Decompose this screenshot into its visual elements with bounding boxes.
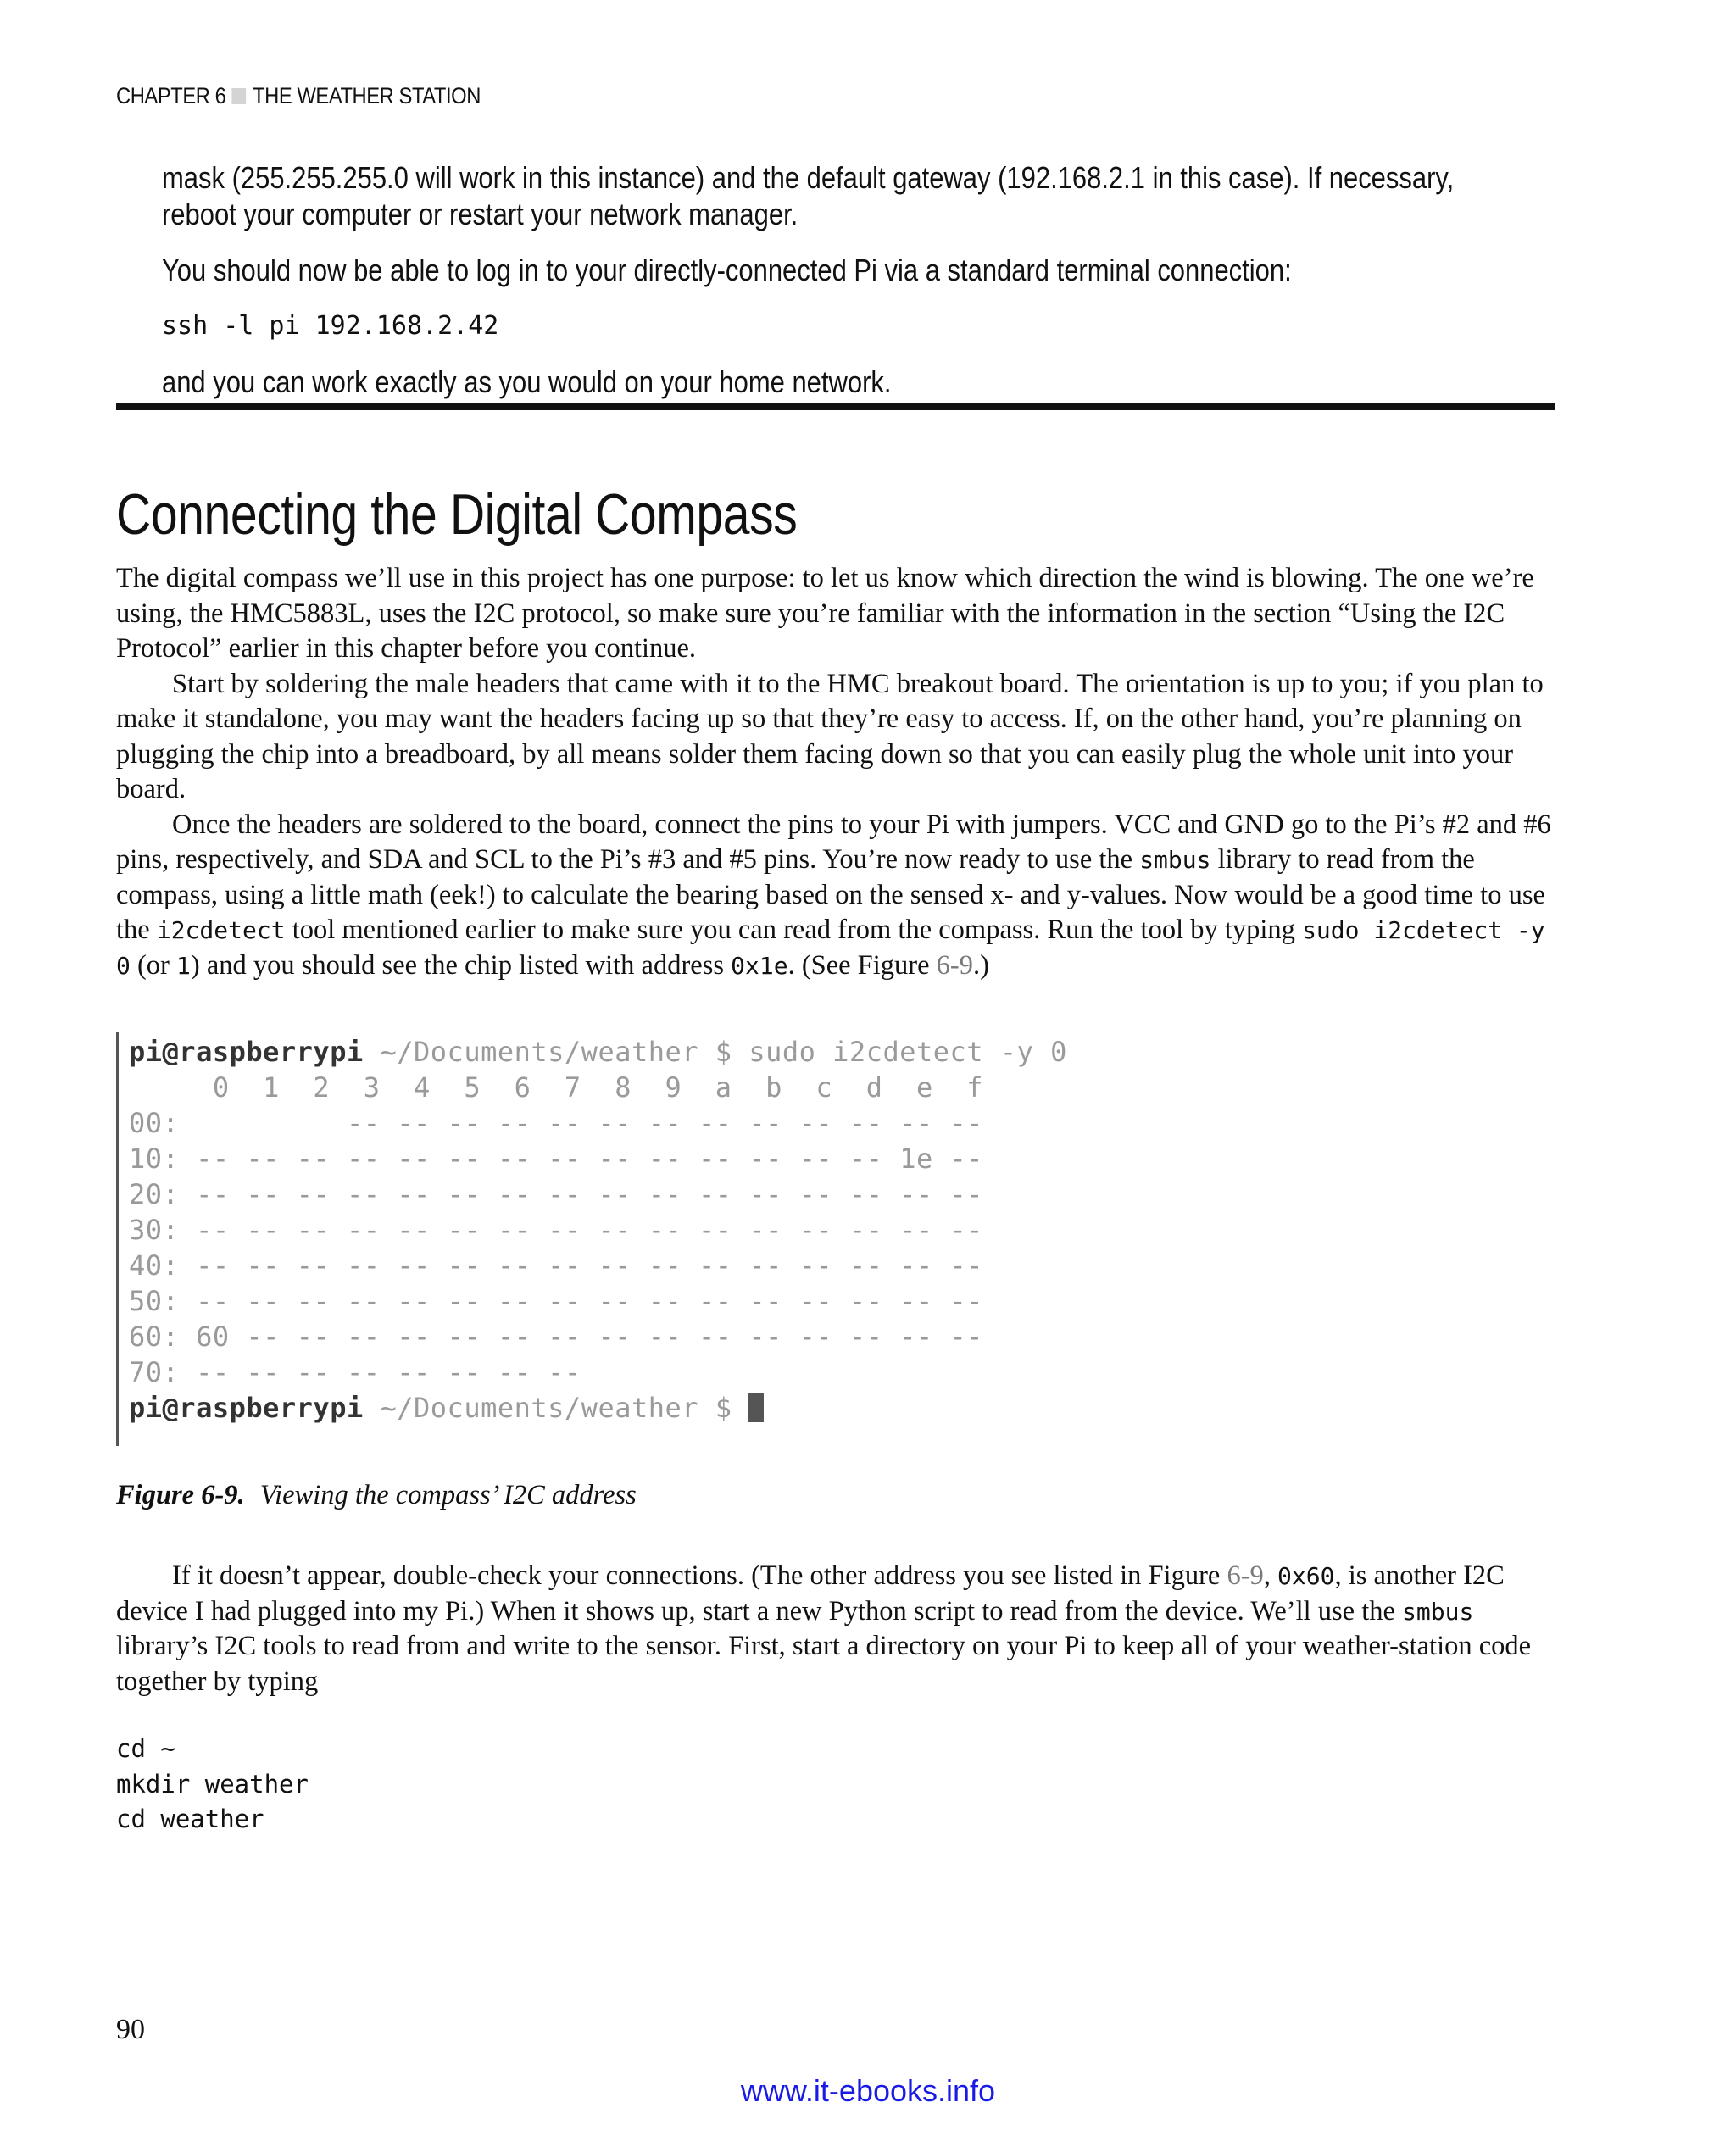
page-number: 90 [116, 2014, 145, 2045]
note-line-3: You should now be able to log in to your directly-connected Pi via a standard terminal connection: [162, 253, 1292, 287]
terminal-row: 70: -- -- -- -- -- -- -- -- [129, 1356, 581, 1388]
p3-code-smbus: smbus [1139, 846, 1211, 874]
terminal-row: 40: -- -- -- -- -- -- -- -- -- -- -- -- -- -- -- -- [129, 1249, 984, 1282]
body-section-1 [116, 561, 1557, 983]
chapter-title: THE WEATHER STATION [253, 83, 481, 108]
p4-text-2: , [1263, 1560, 1278, 1591]
p3-code-bus: 1 [176, 951, 191, 980]
paragraph-4 [116, 1559, 1557, 1699]
p3-text-4: (or [130, 949, 177, 981]
paragraph-2: Start by soldering the male headers that came with it to the HMC breakout board. The orientation is up to you; if you plan to make it standalone, you may want the headers facing up so that they’re easy to access. If, on the other hand, you’re planning on plugging the chip into a breadboard, by all means solder them facing down so that you can easily plug the whole unit into your board. [116, 668, 1544, 804]
paragraph-3 [116, 808, 1557, 984]
terminal-row: 60: 60 -- -- -- -- -- -- -- -- -- -- -- -- -- -- -- [129, 1321, 984, 1353]
p3-text-1: Once the headers are soldered to the board, connect the pins to your Pi with jumpers. VCC and GND go to the Pi’s #2 and #6 pins, respectively, and SDA and SCL to the Pi’s #3 and #5 pins. You’re now ready to use the [116, 809, 1551, 875]
code-line: cd ~ [116, 1734, 175, 1763]
p3-code-address: 0x1e [731, 951, 788, 980]
p4-code-smbus: smbus [1402, 1597, 1474, 1626]
running-header [116, 83, 481, 109]
figure-label: Figure 6-9. [116, 1480, 245, 1510]
terminal-prompt-user: pi@raspberrypi [129, 1036, 364, 1068]
terminal-row: 10: -- -- -- -- -- -- -- -- -- -- -- -- -- -- 1e -- [129, 1143, 984, 1175]
section-title: Connecting the Digital Compass [116, 482, 798, 547]
note-line-4: and you can work exactly as you would on your home network. [162, 364, 892, 399]
note-line-1: mask (255.255.255.0 will work in this instance) and the default gateway (192.168.2.1 in this case). If necessary, [162, 160, 1455, 195]
code-line: cd weather [116, 1805, 264, 1833]
p4-text-1: If it doesn’t appear, double-check your connections. (The other address you see listed in Figure [172, 1560, 1227, 1591]
terminal-prompt-path: ~/Documents/weather $ [363, 1036, 749, 1068]
terminal-command: sudo i2cdetect -y 0 [748, 1036, 1067, 1068]
figure-caption [116, 1480, 637, 1511]
p3-text-6: . (See Figure [787, 949, 937, 981]
terminal-column-header: 0 1 2 3 4 5 6 7 8 9 a b c d e f [129, 1071, 984, 1104]
p4-code-address: 0x60 [1277, 1562, 1335, 1590]
body-section-2 [116, 1559, 1557, 1699]
p3-text-2: library to read from the compass, using a little math (eek!) to calculate the bearing based on the sensed x- and y-values. Now would be a good time to use the [116, 844, 1545, 945]
terminal-screenshot [116, 1032, 1067, 1446]
header-separator [231, 88, 246, 104]
terminal-final-prompt [129, 1392, 764, 1424]
terminal-row: 00: -- -- -- -- -- -- -- -- -- -- -- -- -- [129, 1107, 984, 1139]
p3-code-command: sudo i2cdetect -y 0 [116, 916, 1545, 980]
terminal-row: 50: -- -- -- -- -- -- -- -- -- -- -- -- -- -- -- -- [129, 1285, 984, 1317]
note-line-2: reboot your computer or restart your network manager. [162, 197, 798, 231]
ssh-command: ssh -l pi 192.168.2.42 [162, 311, 499, 341]
figure-reference-link[interactable]: 6-9 [936, 949, 973, 981]
terminal-row: 20: -- -- -- -- -- -- -- -- -- -- -- -- -- -- -- -- [129, 1178, 984, 1210]
p3-text-7: .) [973, 949, 989, 981]
figure-caption-text: Viewing the compass’ I2C address [259, 1480, 637, 1510]
terminal-cursor [748, 1393, 764, 1422]
paragraph-1: The digital compass we’ll use in this project has one purpose: to let us know which direction the wind is blowing. The one we’re using, the HMC5883L, uses the I2C protocol, so make sure you’re familiar with the information in the section “Using the I2C Protocol” earlier in this chapter before you continue. [116, 563, 1534, 664]
chapter-label: CHAPTER 6 [116, 83, 226, 108]
terminal-prompt-path: ~/Documents/weather $ [363, 1392, 749, 1424]
terminal-command-line [129, 1036, 1067, 1068]
footer-link[interactable]: www.it-ebooks.info [740, 2073, 996, 2108]
terminal-row: 30: -- -- -- -- -- -- -- -- -- -- -- -- -- -- -- -- [129, 1214, 984, 1246]
note-bottom-rule [116, 403, 1555, 410]
terminal-prompt-user: pi@raspberrypi [129, 1392, 364, 1424]
figure-reference-link[interactable]: 6-9 [1227, 1560, 1264, 1591]
p4-text-4: library’s I2C tools to read from and write to the sensor. First, start a directory on your Pi to keep all of your weather-station code together by typing [116, 1631, 1532, 1697]
p3-text-5: ) and you should see the chip listed with address [190, 949, 732, 981]
code-line: mkdir weather [116, 1769, 309, 1799]
p3-text-3: tool mentioned earlier to make sure you can read from the compass. Run the tool by typing [285, 915, 1303, 945]
code-block [116, 1732, 309, 1838]
p4-text-3: , is another I2C device I had plugged into my Pi.) When it shows up, start a new Python script to read from the device. We’ll use the [116, 1560, 1505, 1627]
p3-code-i2cdetect: i2cdetect [156, 916, 286, 944]
